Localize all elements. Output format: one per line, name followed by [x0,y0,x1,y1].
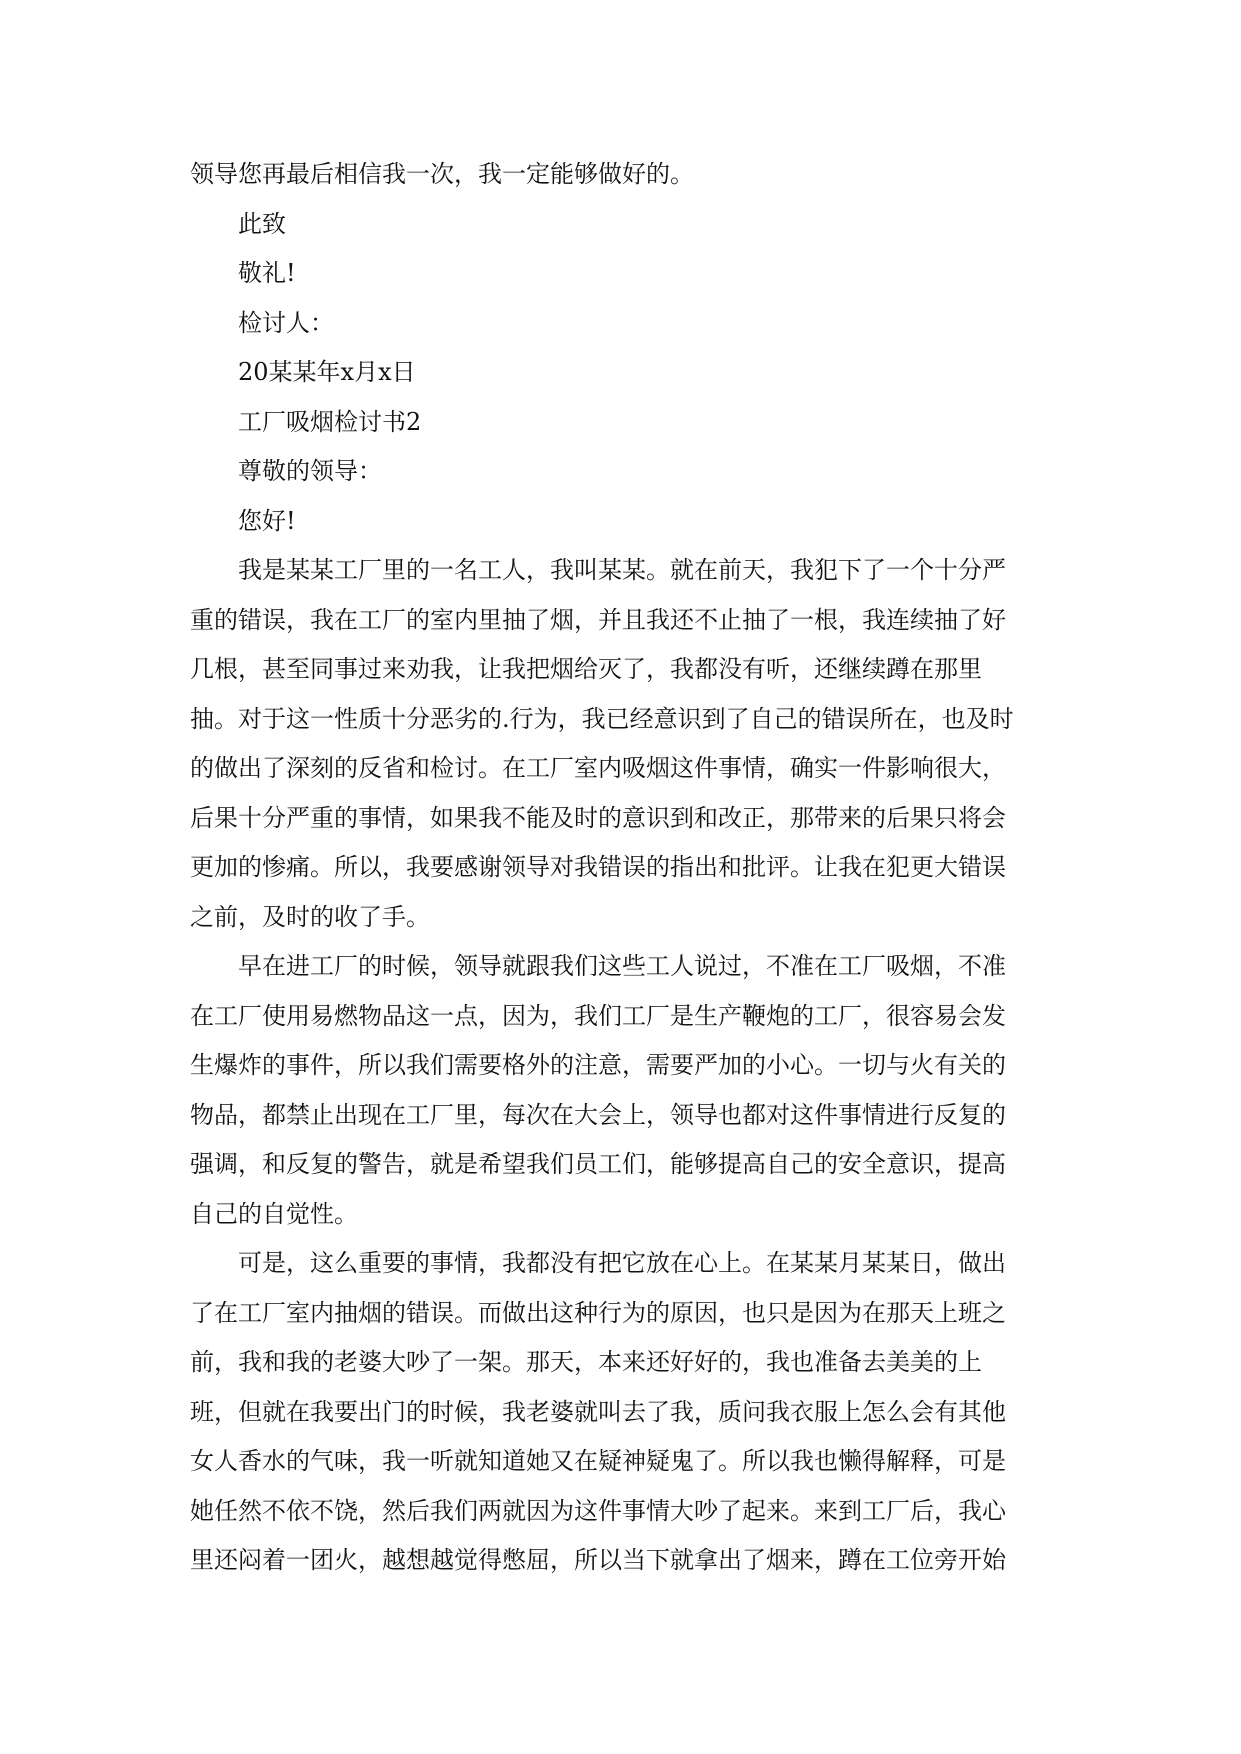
paragraph-text: 生爆炸的事件，所以我们需要格外的注意，需要严加的小心。一切与火有关的 [190,1051,1006,1079]
signer-line [190,299,1054,349]
paragraph-line [190,1338,1054,1388]
paragraph-text: 女人香水的气味，我一听就知道她又在疑神疑鬼了。所以我也懒得解释，可是 [190,1447,1006,1475]
paragraph-text: 可是，这么重要的事情，我都没有把它放在心上。在某某月某某日，做出 [238,1249,1006,1277]
paragraph-2 [190,942,1054,1239]
paragraph-line [190,744,1054,794]
hello-line [190,497,1054,547]
paragraph-text: 强调，和反复的警告，就是希望我们员工们，能够提高自己的安全意识，提高 [190,1150,1006,1178]
paragraph-line [190,1289,1054,1339]
paragraph-line [190,546,1054,596]
paragraph-line [190,992,1054,1042]
paragraph-line [190,1190,1054,1240]
paragraph-text: 物品，都禁止出现在工厂里，每次在大会上，领导也都对这件事情进行反复的 [190,1100,1006,1129]
paragraph-line [190,1091,1054,1141]
salutation-line [190,200,1054,250]
paragraph-text: 班，但就在我要出门的时候，我老婆就叫去了我，质问我衣服上怎么会有其他 [190,1397,1006,1426]
paragraph-text: 前，我和我的老婆大吵了一架。那天，本来还好好的，我也准备去美美的上 [190,1348,982,1376]
paragraph-text: 之前，及时的收了手。 [190,902,430,931]
paragraph-line [190,1536,1054,1586]
paragraph-text: 里还闷着一团火，越想越觉得憋屈，所以当下就拿出了烟来，蹲在工位旁开始 [190,1546,1006,1574]
greeting-text: 尊敬的领导： [238,457,382,485]
paragraph-text: 几根，甚至同事过来劝我，让我把烟给灭了，我都没有听，还继续蹲在那里 [190,655,982,683]
paragraph-line [190,1388,1054,1438]
paragraph-text: 自己的自觉性。 [190,1199,358,1228]
paragraph-line [190,1437,1054,1487]
greeting-line [190,447,1054,497]
paragraph-line [190,1140,1054,1190]
paragraph-text: 在工厂使用易燃物品这一点，因为，我们工厂是生产鞭炮的工厂，很容易会发 [190,1001,1006,1030]
paragraph-text: 的做出了深刻的反省和检讨。在工厂室内吸烟这件事情，确实一件影响很大， [190,754,1006,782]
signer-label: 检讨人： [238,308,334,337]
paragraph-line [190,942,1054,992]
paragraph-line [190,794,1054,844]
paragraph-3 [190,1239,1054,1586]
paragraph-line [190,893,1054,943]
paragraph-text: 抽。对于这一性质十分恶劣的.行为，我已经意识到了自己的错误所在，也及时 [190,704,1014,733]
hello-text: 您好! [238,506,296,535]
paragraph-line [190,843,1054,893]
paragraph-text: 了在工厂室内抽烟的错误。而做出这种行为的原因，也只是因为在那天上班之 [190,1298,1006,1327]
letter-title-line [190,398,1054,448]
paragraph-text: 她任然不依不饶，然后我们两就因为这件事情大吵了起来。来到工厂后，我心 [190,1496,1006,1525]
document-body [190,150,1054,1586]
paragraph-line [190,1487,1054,1537]
paragraph-line [190,695,1054,745]
date-line [190,348,1054,398]
salutation-zhizhi: 此致 [238,209,286,238]
paragraph-line [190,596,1054,646]
paragraph-line [190,645,1054,695]
paragraph-1 [190,546,1054,942]
paragraph-text: 后果十分严重的事情，如果我不能及时的意识到和改正，那带来的后果只将会 [190,803,1006,832]
salutation-line [190,249,1054,299]
paragraph-text: 重的错误，我在工厂的室内里抽了烟，并且我还不止抽了一根，我连续抽了好 [190,605,1006,634]
date-text: 20某某年x月x日 [238,358,416,386]
paragraph-text: 早在进工厂的时候，领导就跟我们这些工人说过，不准在工厂吸烟，不准 [238,952,1006,980]
paragraph-text: 我是某某工厂里的一名工人，我叫某某。就在前天，我犯下了一个十分严 [238,556,1006,584]
letter-title: 工厂吸烟检讨书2 [238,407,422,436]
salutation-jingli: 敬礼! [238,259,296,287]
closing-first-line: 领导您再最后相信我一次，我一定能够做好的。 [190,160,694,188]
paragraph-line [190,1041,1054,1091]
closing-line [190,150,1054,200]
paragraph-text: 更加的惨痛。所以，我要感谢领导对我错误的指出和批评。让我在犯更大错误 [190,853,1006,881]
paragraph-line [190,1239,1054,1289]
